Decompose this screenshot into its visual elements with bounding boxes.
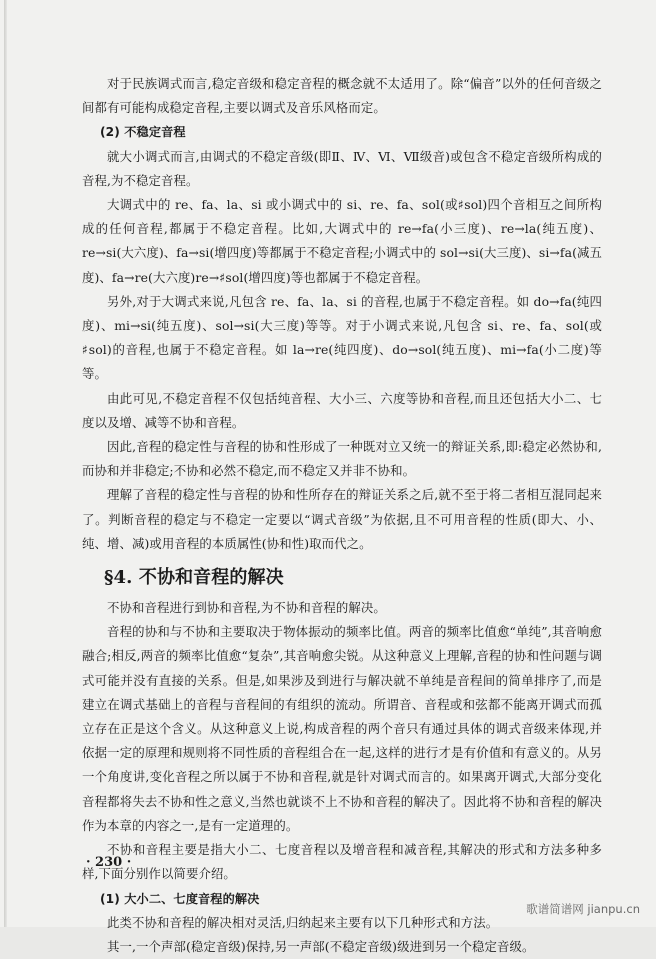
paragraph: 此类不协和音程的解决相对灵活,归纳起来主要有以下几种形式和方法。 <box>107 914 499 930</box>
paragraph: 对于民族调式而言,稳定音级和稳定音程的概念就不太适用了。除“偏音”以外的任何音级之间都有可能构成稳定音程,主要以调式及音乐风格而定。 <box>82 76 602 116</box>
paragraph: 不协和音程进行到协和音程,为不协和音程的解决。 <box>107 600 386 616</box>
paragraph: 其一,一个声部(稳定音级)保持,另一声部(不稳定音级)级进到另一个稳定音级。 <box>107 938 535 954</box>
paragraph: 因此,音程的稳定性与音程的协和性形成了一种既对立又统一的辩证关系,即:稳定必然协和,而协和并非稳定;不协和必然不稳定,而不稳定又并非不协和。 <box>82 439 602 479</box>
paragraph: 大调式中的 re、fa、la、si 或小调式中的 si、re、fa、sol(或♯sol)四个音相互之间所构成的任何音程,都属于不稳定音程。比如,大调式中的 re→fa(小三度)、re→la(纯五度)、re→si(大六度)、fa→si(增四度)等都属于不稳定音程;小调式中的 sol→si(大三度)、si→fa(减五度)、fa→re(大六度)re→♯sol(增四度)等也都属于不稳定音程。 <box>82 197 602 285</box>
page-binding-shadow <box>4 0 7 927</box>
subheading-unstable-intervals: (2) 不稳定音程 <box>100 125 186 140</box>
page-number: · 230 · <box>86 855 132 870</box>
paragraph: 就大小调式而言,由调式的不稳定音级(即Ⅱ、Ⅳ、Ⅵ、Ⅶ级音)或包含不稳定音级所构成的音程,为不稳定音程。 <box>82 148 602 188</box>
paragraph: 音程的协和与不协和主要取决于物体振动的频率比值。两音的频率比值愈“单纯”,其音响愈融合;相反,两音的频率比值愈“复杂”,其音响愈尖锐。从这种意义上理解,音程的协和性问题与调式可能并没有直接的关系。但是,如果涉及到进行与解决就不单纯是音程间的简单排序了,而是建立在调式基础上的音程与音程间的有组织的流动。所谓音、音程或和弦都不能离开调式而孤立存在正是这个含义。从这种意义上说,构成音程的两个音只有通过具体的调式音级来体现,并依据一定的原理和规则将不同性质的音程组合在一起,这样的进行才是有价值和有意义的。从另一个角度讲,变化音程之所以属于不协和音程,就是针对调式而言的。如果离开调式,大部分变化音程都将失去不协和性之意义,当然也就谈不上不协和音程的解决了。因此将不协和音程的解决作为本章的内容之一,是有一定道理的。 <box>82 624 602 833</box>
paragraph: 不协和音程主要是指大小二、七度音程以及增音程和减音程,其解决的形式和方法多种多样,下面分别作以简要介绍。 <box>82 842 602 882</box>
paragraph: 理解了音程的稳定性与音程的协和性所存在的辩证关系之后,就不至于将二者相互混同起来了。判断音程的稳定与不稳定一定要以“调式音级”为依据,且不可用音程的性质(即大、小、纯、增、减)或用音程的本质属性(协和性)取而代之。 <box>82 487 602 551</box>
section-heading: §4. 不协和音程的解决 <box>104 567 284 589</box>
paragraph: 另外,对于大调式来说,凡包含 re、fa、la、si 的音程,也属于不稳定音程。如 do→fa(纯四度)、mi→si(纯五度)、sol→si(大三度)等等。对于小调式来说,凡包含 si、re、fa、sol(或♯sol)的音程,也属于不稳定音程。如 la→re(纯四度)、do→sol(纯五度)、mi→fa(小二度)等等。 <box>82 293 602 382</box>
page-body <box>82 72 602 959</box>
watermark: 歌谱简谱网 jianpu.cn <box>526 902 640 916</box>
subheading-second-seventh: (1) 大小二、七度音程的解决 <box>100 891 260 906</box>
paragraph: 由此可见,不稳定音程不仅包括纯音程、大小三、六度等协和音程,而且还包括大小二、七度以及增、减等不协和音程。 <box>82 390 602 430</box>
